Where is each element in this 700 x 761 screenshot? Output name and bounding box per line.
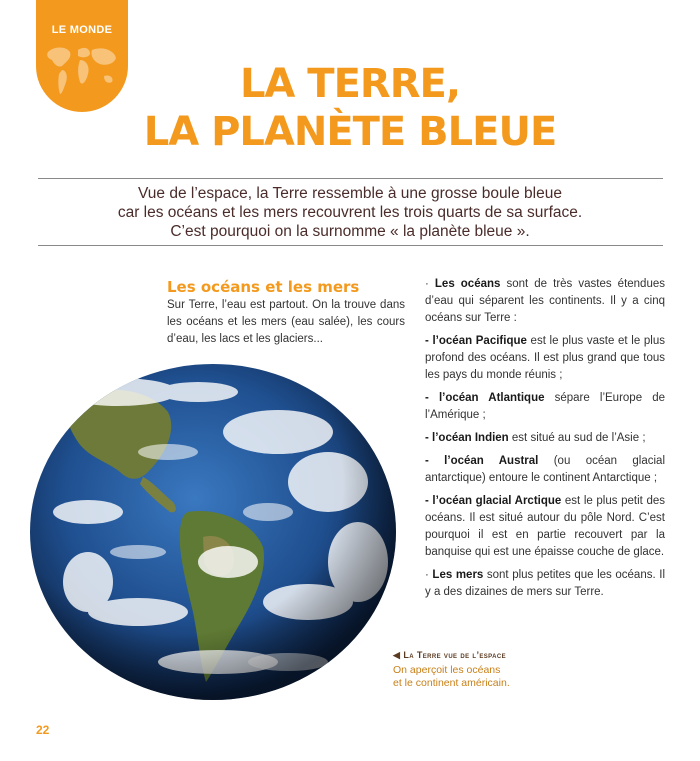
caption-title-text: La Terre vue de l’espace	[403, 650, 506, 660]
term-atlantic: - l’océan Atlantique	[425, 392, 545, 404]
term-arctic: - l’océan glacial Arctique	[425, 495, 562, 507]
paragraph-seas	[425, 567, 665, 601]
earth-image	[28, 362, 401, 702]
world-map-icon	[44, 42, 120, 100]
page-number: 22	[36, 723, 50, 737]
oceans-text-column	[425, 276, 665, 607]
image-caption	[393, 650, 573, 690]
term-indian: - l’océan Indien	[425, 432, 509, 444]
term-oceans: Les océans	[434, 278, 501, 290]
intro-paragraph	[60, 184, 640, 241]
section-paragraph: Sur Terre, l’eau est partout. On la trouve dans les océans et les mers (eau salée), les cours d’eau, les lacs et les glaciers...	[167, 299, 405, 345]
section-heading: Les océans et les mers	[167, 278, 360, 296]
definition: (ou océan glacial antarctique) entoure le continent Antarctique ;	[425, 455, 665, 484]
intro-top-divider	[38, 178, 663, 179]
section-tab-label: LE MONDE	[51, 24, 113, 36]
definition: sépare l’Europe de l’Amérique ;	[425, 392, 666, 421]
paragraph-oceans	[425, 276, 665, 327]
page-title-line-2: LA PLANÈTE BLEUE	[143, 109, 557, 155]
definition: sont plus petites que les océans. Il y a des dizaines de mers sur Terre.	[425, 569, 665, 598]
paragraph-austral	[425, 453, 665, 487]
definition: sont de très vastes étendues d’eau qui séparent les continents. Il y a cinq océans sur Terre :	[425, 278, 665, 324]
paragraph-indian	[425, 430, 665, 447]
caption-line: et le continent américain.	[393, 677, 510, 689]
intro-bottom-divider	[38, 245, 663, 246]
paragraph-atlantic	[425, 390, 665, 424]
caption-line: On aperçoit les océans	[393, 664, 501, 676]
caption-arrow-icon: ◀	[393, 650, 401, 660]
definition: est le plus petit des océans. Il est situé autour du pôle Nord. C’est pourquoi il est en partie recouvert par la banquise qui est une épaisse couche de glace.	[425, 495, 665, 558]
definition: est le plus vaste et le plus profond des océans. Il est plus grand que tous les pays du monde réunis ;	[425, 335, 665, 381]
term-austral: - l’océan Austral	[425, 455, 539, 467]
term-pacific: - l’océan Pacifique	[425, 335, 527, 347]
caption-body	[393, 664, 573, 690]
intro-line: Vue de l’espace, la Terre ressemble à une grosse boule bleue	[138, 185, 562, 202]
page-title-line-1: LA TERRE,	[239, 61, 461, 107]
bullet: ·	[425, 569, 433, 581]
intro-line: car les océans et les mers recouvrent les trois quarts de sa surface.	[117, 204, 583, 221]
bullet: ·	[425, 278, 435, 290]
definition: est situé au sud de l’Asie ;	[508, 432, 646, 444]
paragraph-pacific	[425, 333, 665, 384]
paragraph-arctic	[425, 493, 665, 561]
caption-title	[393, 650, 573, 661]
term-seas: Les mers	[432, 569, 484, 581]
intro-line: C’est pourquoi on la surnomme « la planète bleue ».	[170, 223, 530, 240]
